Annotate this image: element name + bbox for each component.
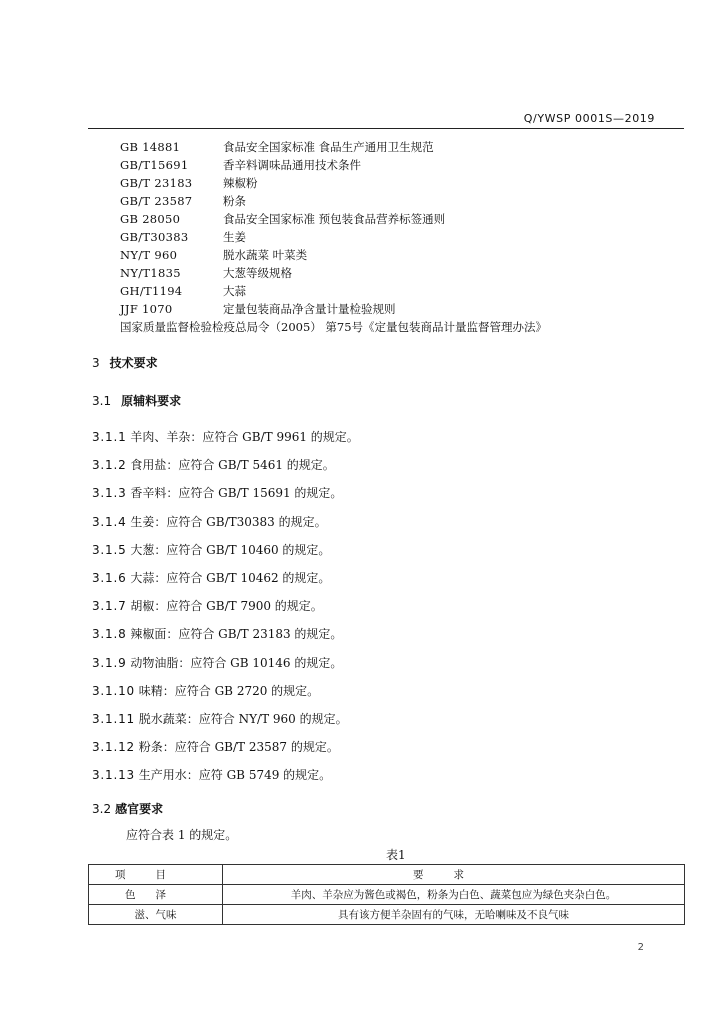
requirement-list (92, 428, 652, 794)
reference-item (120, 300, 680, 318)
reference-note: 国家质量监督检验检疫总局令（2005） 第75号《定量包装商品计量监督管理办法》 (120, 320, 548, 334)
reference-title: 粉条 (223, 194, 246, 208)
reference-title: 食品安全国家标准 预包装食品营养标签通则 (223, 212, 446, 226)
requirement-item (92, 738, 652, 766)
requirement-number: 3.1.4 (92, 514, 127, 529)
section-title: 感官要求 (115, 802, 164, 816)
section-number: 3.2 (92, 802, 112, 816)
standard-code: Q/YWSP 0001S—2019 (523, 112, 655, 125)
table-cell-item: 色泽 (89, 885, 223, 905)
normative-references (120, 138, 680, 336)
reference-item (120, 210, 680, 228)
reference-title: 定量包装商品净含量计量检验规则 (223, 302, 396, 316)
reference-code: GB/T30383 (120, 230, 189, 244)
reference-title: 大蒜 (223, 284, 246, 298)
requirement-item (92, 625, 652, 653)
reference-title: 辣椒粉 (223, 176, 258, 190)
table-caption: 表1 (386, 848, 406, 862)
requirement-item (92, 428, 652, 456)
sensory-requirements-table (88, 864, 685, 925)
table-row (89, 885, 685, 905)
table-cell-item: 滋、气味 (89, 905, 223, 925)
requirement-text: 生产用水：应符 GB 5749 的规定。 (134, 768, 332, 783)
table-header-item: 项目 (89, 865, 223, 885)
page-number: 2 (637, 942, 644, 953)
table-row (89, 905, 685, 925)
reference-item (120, 282, 680, 300)
reference-code: GB/T15691 (120, 158, 189, 172)
reference-code: NY/T1835 (120, 266, 181, 280)
reference-title: 脱水蔬菜 叶菜类 (223, 248, 308, 262)
requirement-item (92, 541, 652, 569)
requirement-item (92, 710, 652, 738)
requirement-number: 3.1.7 (92, 599, 127, 614)
reference-code: GB/T 23183 (120, 176, 193, 190)
reference-code: GB 28050 (120, 212, 181, 226)
reference-title: 香辛料调味品通用技术条件 (223, 158, 361, 172)
requirement-number: 3.1.3 (92, 486, 127, 501)
reference-code: GH/T1194 (120, 284, 183, 298)
requirement-text: 羊肉、羊杂：应符合 GB/T 9961 的规定。 (126, 430, 359, 444)
section-3-2-text: 应符合表 1 的规定。 (126, 828, 238, 842)
requirement-number: 3.1.1 (92, 430, 127, 444)
reference-code: JJF 1070 (120, 302, 173, 316)
requirement-item (92, 682, 652, 710)
requirement-number: 3.1.11 (92, 711, 135, 726)
section-heading-3 (92, 354, 158, 371)
requirement-text: 味精：应符合 GB 2720 的规定。 (134, 683, 320, 698)
reference-item (120, 228, 680, 246)
requirement-item (92, 513, 652, 541)
reference-title: 食品安全国家标准 食品生产通用卫生规范 (223, 140, 434, 154)
reference-item (120, 138, 680, 156)
requirement-text: 生姜：应符合 GB/T30383 的规定。 (126, 514, 327, 529)
table-header-requirement: 要求 (223, 865, 685, 885)
requirement-number: 3.1.2 (92, 458, 127, 473)
requirement-number: 3.1.9 (92, 655, 127, 670)
requirement-number: 3.1.12 (92, 740, 135, 755)
requirement-text: 大蒜：应符合 GB/T 10462 的规定。 (126, 570, 331, 585)
requirement-text: 脱水蔬菜：应符合 NY/T 960 的规定。 (134, 711, 348, 726)
header-rule (88, 128, 684, 129)
requirement-item (92, 484, 652, 512)
requirement-item (92, 456, 652, 484)
reference-title: 生姜 (223, 230, 246, 244)
requirement-item (92, 597, 652, 625)
table-cell-requirement: 羊肉、羊杂应为酱色或褐色，粉条为白色、蔬菜包应为绿色夹杂白色。 (223, 885, 685, 905)
reference-item (120, 264, 680, 282)
reference-title: 大葱等级规格 (223, 266, 292, 280)
requirement-number: 3.1.10 (92, 683, 135, 698)
section-title: 原辅料要求 (121, 394, 182, 408)
requirement-item (92, 654, 652, 682)
section-heading-3-2 (92, 800, 163, 817)
requirement-text: 粉条：应符合 GB/T 23587 的规定。 (134, 740, 339, 755)
requirement-text: 胡椒：应符合 GB/T 7900 的规定。 (126, 599, 323, 614)
requirement-number: 3.1.5 (92, 542, 127, 557)
requirement-text: 大葱：应符合 GB/T 10460 的规定。 (126, 542, 331, 557)
section-title: 技术要求 (109, 356, 158, 370)
requirement-text: 动物油脂：应符合 GB 10146 的规定。 (126, 655, 343, 670)
section-number: 3.1 (92, 394, 112, 408)
reference-code: NY/T 960 (120, 248, 178, 262)
requirement-number: 3.1.13 (92, 768, 135, 783)
requirement-text: 香辛料：应符合 GB/T 15691 的规定。 (126, 486, 343, 501)
requirement-item (92, 766, 652, 794)
requirement-number: 3.1.6 (92, 570, 127, 585)
section-heading-3-1 (92, 392, 181, 409)
requirement-item (92, 569, 652, 597)
reference-code: GB/T 23587 (120, 194, 193, 208)
reference-item (120, 246, 680, 264)
reference-item (120, 174, 680, 192)
table-cell-requirement: 具有该方便羊杂固有的气味，无哈喇味及不良气味 (223, 905, 685, 925)
requirement-number: 3.1.8 (92, 627, 127, 642)
table-header-row (89, 865, 685, 885)
reference-code: GB 14881 (120, 140, 181, 154)
requirement-text: 辣椒面：应符合 GB/T 23183 的规定。 (126, 627, 343, 642)
section-number: 3 (92, 356, 100, 370)
reference-item (120, 192, 680, 210)
reference-item (120, 156, 680, 174)
requirement-text: 食用盐：应符合 GB/T 5461 的规定。 (126, 458, 335, 473)
